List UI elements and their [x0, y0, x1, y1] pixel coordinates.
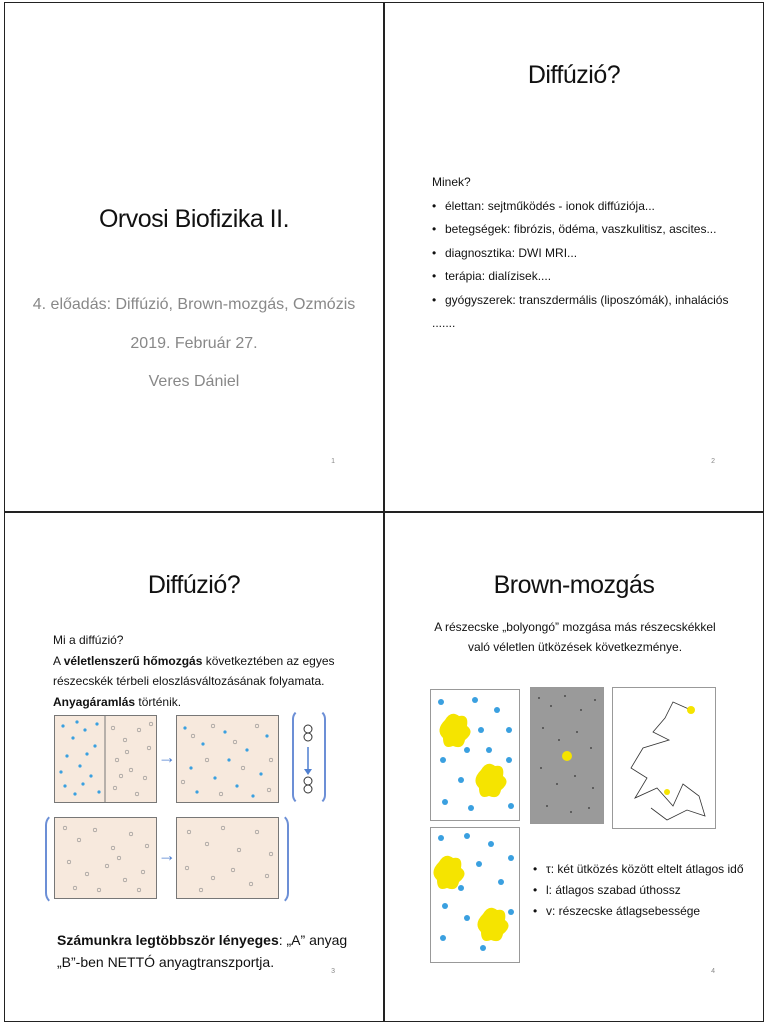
grey-particles [55, 818, 156, 898]
def-text: történik. [135, 694, 182, 709]
slide-1-subtitle: 4. előadás: Diffúzió, Brown-mozgás, Ozmózis [32, 296, 356, 313]
grey-particles [111, 722, 153, 796]
slide-2-ellipsis: ....... [432, 316, 456, 330]
grey-noise-drawing [531, 688, 603, 823]
slide-4-title: Brown-mozgás [493, 571, 655, 599]
mixed-particles [177, 716, 278, 802]
list-item: • gyógyszerek: transzdermális (liposzómák), inhalációs [432, 289, 728, 313]
particle-collision-drawing-2 [431, 828, 519, 962]
slide-4-list [533, 859, 744, 922]
random-walk-image [612, 687, 716, 829]
slide-3-def [53, 651, 353, 713]
slide-3 [4, 512, 384, 1022]
list-item: • l: átlagos szabad úthossz [533, 880, 744, 901]
page-number: 2 [711, 458, 715, 465]
slide-4-description: A részecske „bolyongó” mozgása más részecskékkel való véletlen ütközések következménye. [434, 620, 716, 654]
arrow-right-icon: → [158, 747, 176, 767]
slide-3-question: Mi a diffúzió? [53, 633, 124, 647]
diffusion-particles [55, 716, 156, 802]
def-text: A [53, 653, 64, 668]
list-item: • élettan: sejtműködés - ionok diffúziója... [432, 195, 728, 219]
slide-2-body [432, 171, 728, 336]
slide-1-date: 2019. Február 27. [130, 335, 258, 352]
list-item: • diagnosztika: DWI MRI... [432, 242, 728, 266]
diffusion-box-mixed [176, 715, 279, 803]
slide-2-intro: Minek? [432, 175, 471, 189]
slide-4 [384, 512, 764, 1022]
def-text: következtében az egyes részecskék térbeli eloszlásváltozásának folyamata. [53, 653, 335, 688]
blue-particles [59, 720, 100, 795]
grey-particles [177, 818, 278, 898]
list-item: • terápia: dialízisek.... [432, 265, 728, 289]
random-walk-path [613, 688, 715, 828]
slide-3-title: Diffúzió? [147, 571, 241, 599]
slide-2-list [432, 195, 728, 313]
diffusion-box-initial [54, 715, 157, 803]
footnote-text: : „A” anyag „B”-ben NETTÓ anyagtranszportja. [57, 932, 348, 970]
page-number: 3 [331, 968, 335, 975]
def-bold: Anyagáramlás [53, 694, 136, 709]
slide-2-title: Diffúzió? [527, 61, 621, 89]
slide-1-title: Orvosi Biofizika II. [98, 205, 290, 233]
list-item: • v: részecske átlagsebessége [533, 901, 744, 922]
arrow-right-icon: → [158, 845, 176, 865]
box-grey-final [176, 817, 279, 899]
slide-1-author: Veres Dániel [148, 373, 240, 390]
slide-2 [384, 2, 764, 512]
list-item: • τ: két ütközés között eltelt átlagos idő [533, 859, 744, 880]
particle-collision-drawing [431, 690, 519, 820]
slide-3-definition [53, 630, 353, 712]
collision-image-2 [430, 827, 520, 963]
page-number: 1 [331, 458, 335, 465]
slide-1 [4, 2, 384, 512]
list-item: • betegségek: fibrózis, ödéma, vaszkulitisz, ascites... [432, 218, 728, 242]
molecule-arrow-icon [295, 719, 321, 799]
box-grey-initial [54, 817, 157, 899]
slide-3-footnote [57, 929, 357, 973]
collision-image-1 [430, 689, 520, 821]
def-bold: véletlenszerű hőmozgás [63, 653, 203, 668]
footnote-bold: Számunkra legtöbbször lényeges [57, 932, 279, 948]
brownian-grey-image [530, 687, 604, 824]
page-number: 4 [711, 968, 715, 975]
